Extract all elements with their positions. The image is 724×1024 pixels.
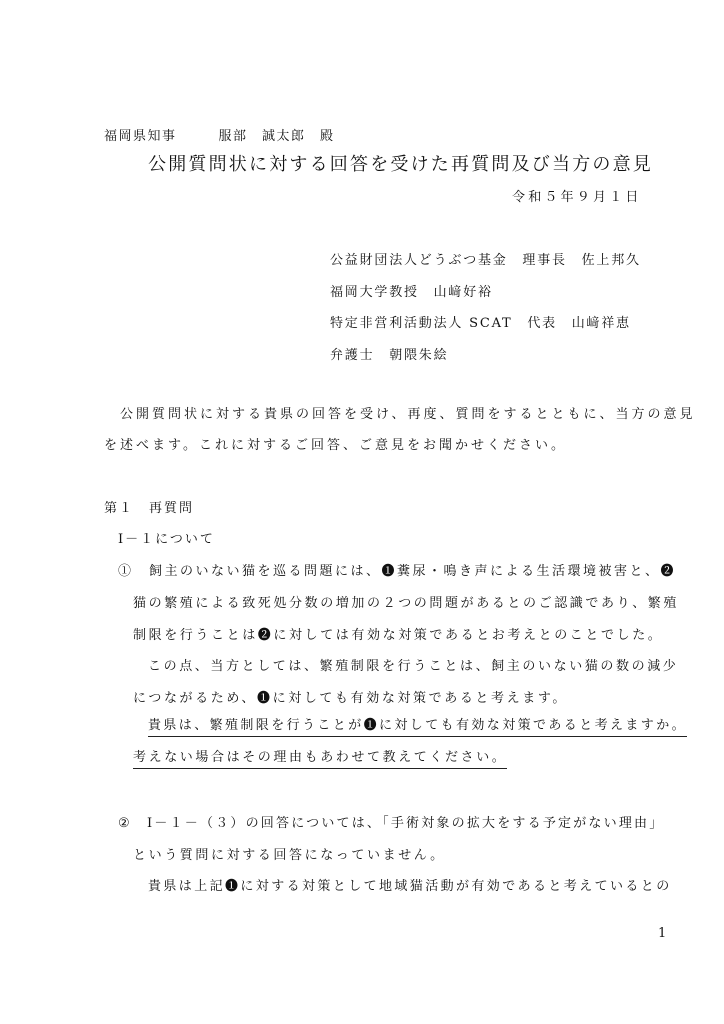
section-subheading: Ⅰ－１について bbox=[118, 532, 215, 547]
signatory-2: 福岡大学教授 山﨑好裕 bbox=[330, 285, 493, 300]
item2-line-3: 貴県は上記❶に対する対策として地域猫活動が有効であると考えているとの bbox=[148, 879, 672, 894]
item1-line-3: 制限を行うことは❷に対しては有効な対策であるとお考えとのことでした。 bbox=[133, 628, 664, 643]
item2-line-2: という質問に対する回答になっていません。 bbox=[133, 848, 446, 863]
signatory-1: 公益財団法人どうぶつ基金 理事長 佐上邦久 bbox=[330, 253, 641, 268]
addressee bbox=[104, 128, 335, 146]
addressee-name: 服部 誠太郎 殿 bbox=[218, 129, 335, 144]
intro-line-1: 公開質問状に対する貴県の回答を受け、再度、質問をするとともに、当方の意見 bbox=[120, 407, 696, 422]
item1-line-1: ① 飼主のいない猫を巡る問題には、❶糞尿・鳴き声による生活環境被害と、❷ bbox=[118, 564, 677, 579]
item2-line-1: ② Ⅰ－１－（３）の回答については、「手術対象の拡大をする予定がない理由」 bbox=[118, 816, 665, 831]
item1-question-line-2 bbox=[133, 749, 507, 767]
addressee-title: 福岡県知事 bbox=[104, 129, 177, 144]
signatory-3: 特定非営利活動法人 SCAT 代表 山﨑祥恵 bbox=[330, 316, 631, 331]
item1-question-underlined-2: 考えない場合はその理由もあわせて教えてください。 bbox=[133, 750, 507, 769]
section-heading: 第１ 再質問 bbox=[104, 501, 195, 516]
item1-line-5: につながるため、❶に対しても有効な対策であると考えます。 bbox=[133, 691, 568, 706]
item1-line-4: この点、当方としては、繁殖制限を行うことは、飼主のいない猫の数の減少 bbox=[148, 659, 679, 674]
item1-question-underlined-1: 貴県は、繁殖制限を行うことが❶に対しても有効な対策であると考えますか。 bbox=[148, 718, 687, 737]
document-date: 令和５年９月１日 bbox=[512, 190, 642, 205]
item1-line-2: 猫の繁殖による致死処分数の増加の２つの問題があるとのご認識であり、繁殖 bbox=[133, 596, 680, 611]
signatory-4: 弁護士 朝隈朱絵 bbox=[330, 348, 449, 363]
page-number: 1 bbox=[658, 926, 667, 941]
item1-question-line-1 bbox=[148, 717, 687, 735]
intro-line-2: を述べます。これに対するご回答、ご意見をお聞かせください。 bbox=[104, 438, 567, 453]
document-title: 公開質問状に対する回答を受けた再質問及び当方の意見 bbox=[148, 154, 653, 175]
